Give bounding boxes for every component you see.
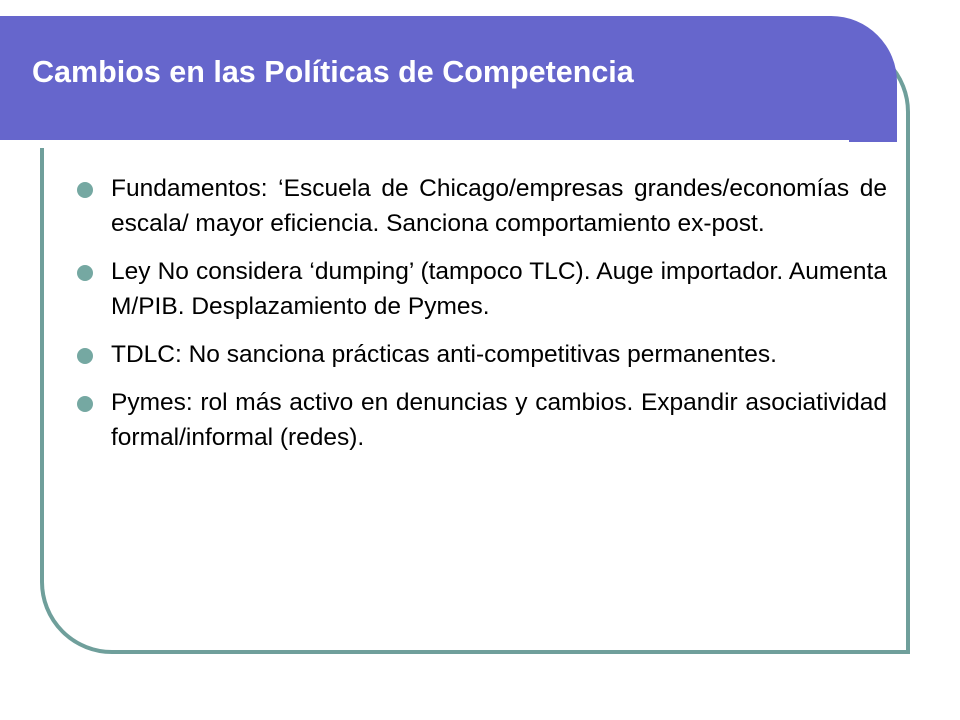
bullet-icon <box>77 348 93 364</box>
bullet-icon <box>77 265 93 281</box>
page-title: Cambios en las Políticas de Competencia <box>32 55 634 89</box>
bullet-text: TDLC: No sanciona prácticas anti-competitivas permanentes. <box>111 341 777 368</box>
bullet-item-pymes <box>72 385 887 455</box>
bullet-text: Ley No considera ‘dumping’ (tampoco TLC). Auge importador. Aumenta M/PIB. Desplazamiento de Pymes. <box>111 258 887 320</box>
bullet-text: Fundamentos: ‘Escuela de Chicago/empresas grandes/economías de escala/ mayor eficiencia. Sanciona comportamiento ex-post. <box>111 175 887 237</box>
bullet-icon <box>77 396 93 412</box>
bullet-icon <box>77 182 93 198</box>
bullet-item-tdlc <box>72 337 887 372</box>
bullet-list <box>72 171 887 468</box>
title-underline <box>0 140 849 148</box>
bullet-item-fundamentos <box>72 171 887 241</box>
bullet-item-ley <box>72 254 887 324</box>
bullet-text: Pymes: rol más activo en denuncias y cambios. Expandir asociatividad formal/informal (redes). <box>111 389 887 451</box>
